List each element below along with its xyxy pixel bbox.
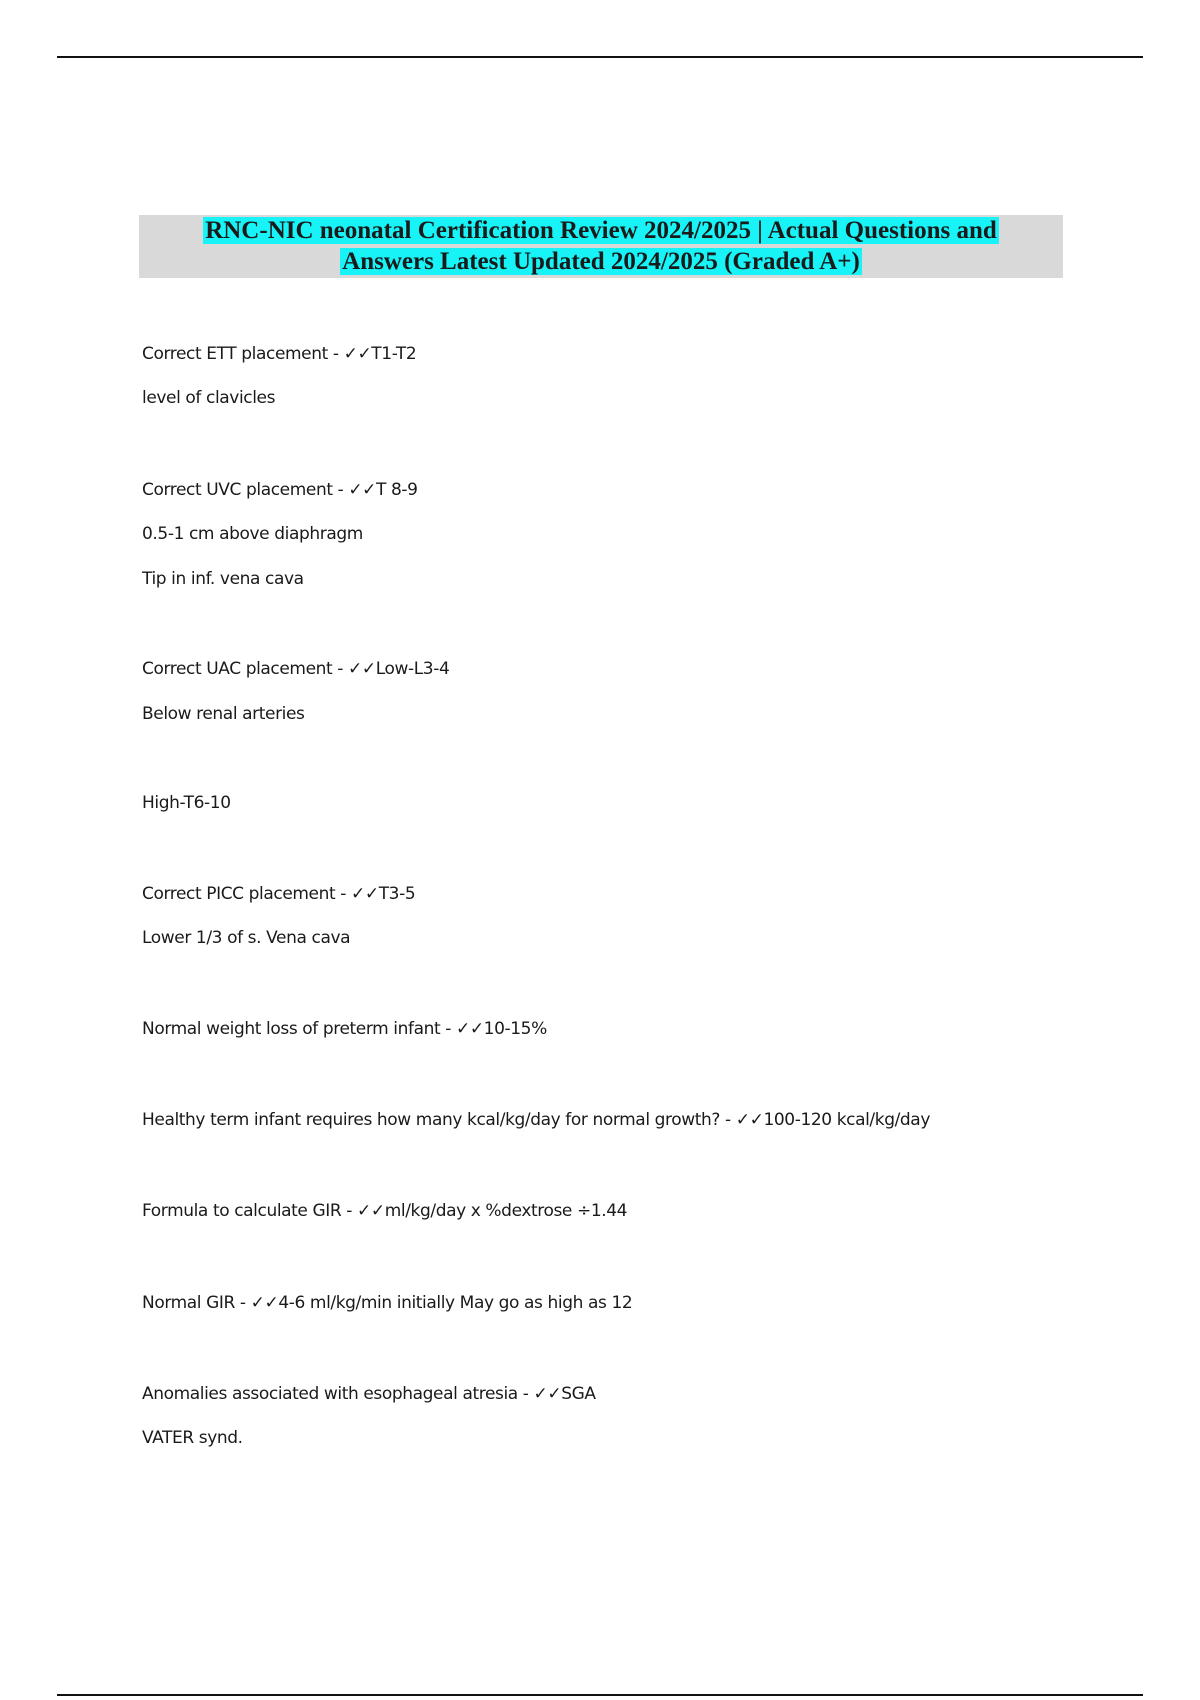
qa-line: Correct UVC placement - ✓✓T 8-9 [142, 480, 418, 500]
document-title [139, 215, 1063, 278]
qa-line: Correct PICC placement - ✓✓T3-5 [142, 884, 416, 904]
qa-line: Normal weight loss of preterm infant - ✓✓10-15% [142, 1019, 547, 1039]
qa-line: Correct ETT placement - ✓✓T1-T2 [142, 344, 417, 364]
qa-line: Below renal arteries [142, 704, 305, 724]
qa-line: Anomalies associated with esophageal atresia - ✓✓SGA [142, 1384, 596, 1404]
title-line-1: RNC-NIC neonatal Certification Review 2024/2025 | Actual Questions and [205, 217, 997, 244]
qa-line: level of clavicles [142, 388, 276, 408]
qa-line: VATER synd. [142, 1428, 243, 1448]
qa-line: Tip in inf. vena cava [142, 569, 304, 589]
qa-line: High-T6-10 [142, 793, 231, 813]
header-rule [57, 56, 1143, 58]
footer-rule [57, 1694, 1143, 1696]
qa-line: Normal GIR - ✓✓4-6 ml/kg/min initially May go as high as 12 [142, 1293, 633, 1313]
qa-line: Formula to calculate GIR - ✓✓ml/kg/day x %dextrose ÷1.44 [142, 1201, 628, 1221]
qa-line: Correct UAC placement - ✓✓Low-L3-4 [142, 659, 450, 679]
qa-line: Healthy term infant requires how many kcal/kg/day for normal growth? - ✓✓100-120 kcal/kg/day [142, 1110, 930, 1130]
qa-line: Lower 1/3 of s. Vena cava [142, 928, 351, 948]
title-line-2: Answers Latest Updated 2024/2025 (Graded A+) [342, 248, 860, 275]
qa-line: 0.5-1 cm above diaphragm [142, 524, 363, 544]
